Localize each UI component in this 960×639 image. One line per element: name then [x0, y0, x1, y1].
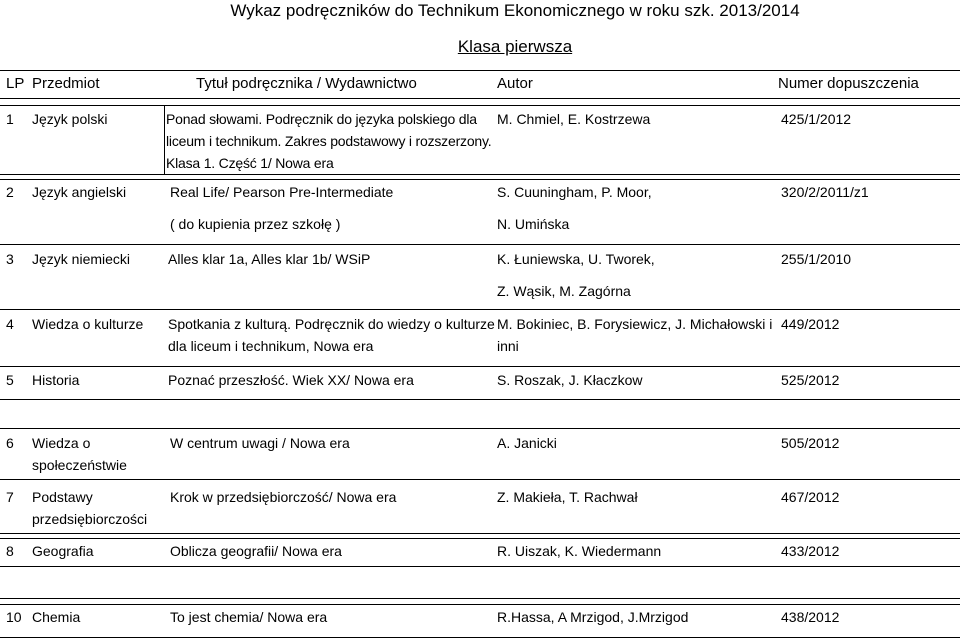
row-subject: Język niemiecki [32, 251, 131, 267]
table-rule [0, 533, 960, 534]
row-title: Poznać przeszłość. Wiek XX/ Nowa era [168, 372, 414, 388]
column-header: Tytuł podręcznika / Wydawnictwo [196, 75, 417, 92]
table-rule [0, 479, 960, 480]
row-title: Klasa 1. Część 1/ Nowa era [166, 155, 334, 171]
row-title: Spotkania z kulturą. Podręcznik do wiedzy o kulturze [168, 316, 495, 332]
row-number: 433/2012 [781, 543, 840, 559]
row-author: M. Chmiel, E. Kostrzewa [497, 111, 651, 127]
row-author: K. Łuniewska, U. Tworek, [497, 251, 655, 267]
row-title: Ponad słowami. Podręcznik do języka polskiego dla [166, 111, 477, 127]
row-lp: 7 [6, 489, 14, 505]
row-title: Alles klar 1a, Alles klar 1b/ WSiP [168, 251, 371, 267]
row-number: 438/2012 [781, 609, 840, 625]
row-lp: 10 [6, 609, 22, 625]
table-rule [0, 105, 960, 106]
row-lp: 4 [6, 316, 14, 332]
row-number: 255/1/2010 [781, 251, 852, 267]
row-subject: przedsiębiorczości [32, 511, 148, 527]
row-lp: 5 [6, 372, 14, 388]
table-rule [0, 244, 960, 245]
row-subject: Język polski [32, 111, 108, 127]
page-subtitle: Klasa pierwsza [457, 37, 573, 56]
row-title: Krok w przedsiębiorczość/ Nowa era [170, 489, 397, 505]
column-header: LP [6, 75, 25, 92]
row-lp: 1 [6, 111, 14, 127]
table-rule [0, 399, 960, 400]
table-rule [0, 637, 960, 638]
row-title: Real Life/ Pearson Pre-Intermediate [170, 184, 394, 200]
row-number: 525/2012 [781, 372, 840, 388]
column-header: Numer dopuszczenia [778, 75, 919, 92]
row-title: liceum i technikum. Zakres podstawowy i rozszerzony. [166, 133, 492, 149]
row-subject: Wiedza o [32, 435, 91, 451]
row-title: Oblicza geografii/ Nowa era [170, 543, 342, 559]
table-rule [0, 428, 960, 429]
table-rule [0, 309, 960, 310]
row-subject: Wiedza o kulturze [32, 316, 144, 332]
row-author: R. Uiszak, K. Wiedermann [497, 543, 662, 559]
row-author: Z. Makieła, T. Rachwał [497, 489, 638, 505]
row-subject: Geografia [32, 543, 94, 559]
table-rule [0, 174, 960, 175]
row-title: ( do kupienia przez szkołę ) [170, 216, 341, 232]
row-number: 449/2012 [781, 316, 840, 332]
table-rule [0, 604, 960, 605]
row-title: To jest chemia/ Nowa era [170, 609, 328, 625]
row-author: inni [497, 338, 519, 354]
table-rule [0, 179, 960, 180]
table-rule [0, 566, 960, 567]
row-subject: Historia [32, 372, 80, 388]
cell-border [164, 105, 165, 174]
table-rule [0, 70, 960, 71]
row-author: S. Cuuningham, P. Moor, [497, 184, 652, 200]
row-number: 425/1/2012 [781, 111, 852, 127]
row-lp: 2 [6, 184, 14, 200]
row-subject: Język angielski [32, 184, 127, 200]
row-author: M. Bokiniec, B. Forysiewicz, J. Michałowski i [497, 316, 773, 332]
row-subject: Chemia [32, 609, 81, 625]
table-rule [0, 366, 960, 367]
row-author: A. Janicki [497, 435, 557, 451]
row-lp: 6 [6, 435, 14, 451]
row-number: 505/2012 [781, 435, 840, 451]
row-lp: 8 [6, 543, 14, 559]
row-subject: społeczeństwie [32, 457, 127, 473]
row-author: Z. Wąsik, M. Zagórna [497, 283, 631, 299]
table-rule [0, 598, 960, 599]
page-title: Wykaz podręczników do Technikum Ekonomicznego w roku szk. 2013/2014 [230, 1, 800, 20]
table-rule [0, 98, 960, 99]
row-author: N. Umińska [497, 216, 570, 232]
row-title: W centrum uwagi / Nowa era [170, 435, 350, 451]
row-title: dla liceum i technikum, Nowa era [168, 338, 374, 354]
column-header: Autor [497, 75, 533, 92]
row-subject: Podstawy [32, 489, 93, 505]
row-author: S. Roszak, J. Kłaczkow [497, 372, 643, 388]
row-lp: 3 [6, 251, 14, 267]
row-number: 320/2/2011/z1 [781, 184, 869, 200]
row-number: 467/2012 [781, 489, 840, 505]
column-header: Przedmiot [32, 75, 100, 92]
table-rule [0, 538, 960, 539]
row-author: R.Hassa, A Mrzigod, J.Mrzigod [497, 609, 689, 625]
